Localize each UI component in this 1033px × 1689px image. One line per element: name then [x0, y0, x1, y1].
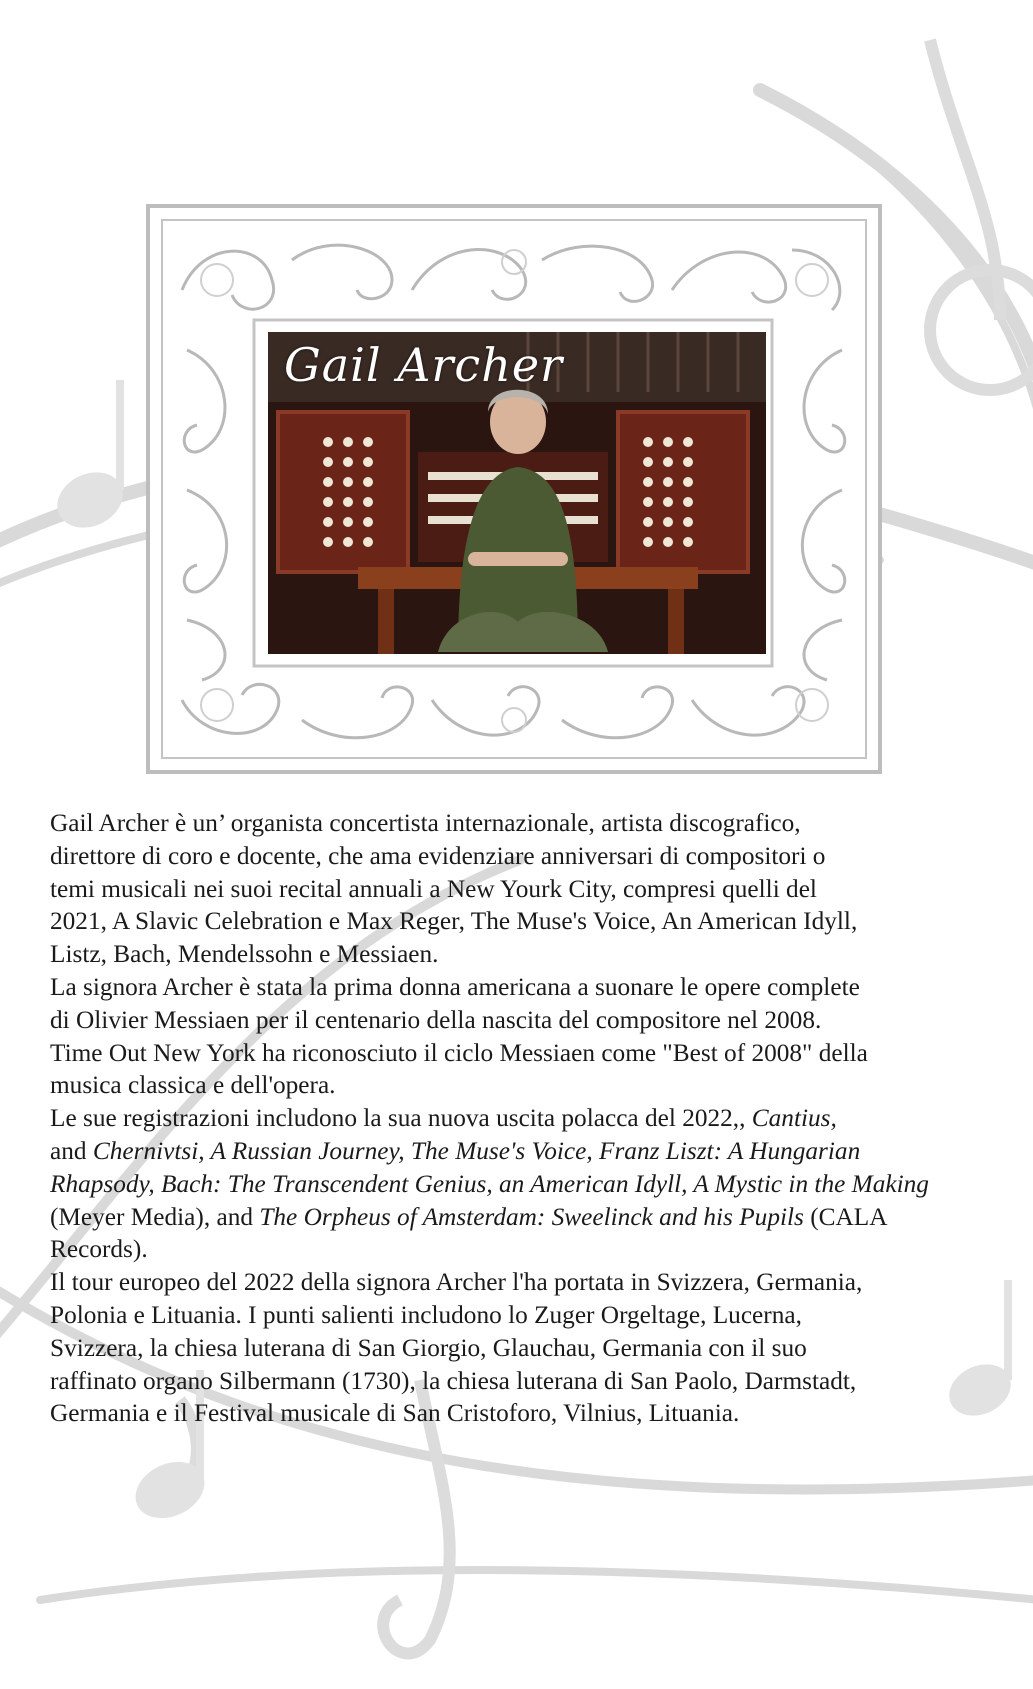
text-line: Il tour europeo del 2022 della signora Archer l'ha portata in Svizzera, Germania,: [50, 1268, 863, 1297]
text-line: Time Out New York ha riconosciuto il ciclo Messiaen come "Best of 2008" della: [50, 1038, 868, 1067]
paragraph-intro: [50, 807, 1005, 971]
paragraph-tour: [50, 1266, 1005, 1430]
album-title: The Orpheus of Amsterdam: Sweelinck and his Pupils: [259, 1202, 804, 1231]
album-titles: Rhapsody, Bach: The Transcendent Genius, an American Idyll, A Mystic in the Making: [50, 1169, 929, 1198]
text-line: Records).: [50, 1235, 148, 1264]
text-line: temi musicali nei suoi recital annuali a New Yourk City, compresi quelli del: [50, 874, 817, 903]
text-line: Listz, Bach, Mendelssohn e Messiaen.: [50, 940, 439, 969]
text-line: Gail Archer è un’ organista concertista internazionale, artista discografico,: [50, 809, 801, 837]
text-line: (Meyer Media), and The Orpheus of Amsterdam: Sweelinck and his Pupils (CALA: [50, 1202, 888, 1231]
biography-text: [50, 807, 1005, 1430]
text-line: La signora Archer è stata la prima donna americana a suonare le opere complete: [50, 972, 860, 1001]
text-line: [50, 1168, 1005, 1201]
text-line: 2021, A Slavic Celebration e Max Reger, The Muse's Voice, An American Idyll,: [50, 907, 858, 936]
text-line: musica classica e dell'opera.: [50, 1071, 336, 1100]
organist-photo: [268, 332, 766, 654]
text-line: Le sue registrazioni includono la sua nuova uscita polacca del 2022,, Cantius,: [50, 1104, 837, 1133]
text-line: raffinato organo Silbermann (1730), la chiesa luterana di San Paolo, Darmstadt,: [50, 1366, 857, 1395]
text-line: Germania e il Festival musicale di San Cristoforo, Vilnius, Lituania.: [50, 1399, 740, 1428]
album-title: Cantius,: [751, 1104, 837, 1133]
text-line: di Olivier Messiaen per il centenario della nascita del compositore nel 2008.: [50, 1005, 822, 1034]
text-line: direttore di coro e docente, che ama evidenziare anniversari di compositori o: [50, 841, 826, 870]
paragraph-messiaen: [50, 971, 1005, 1102]
text-line: Polonia e Lituania. I punti salienti includono lo Zuger Orgeltage, Lucerna,: [50, 1300, 802, 1329]
text-line: Svizzera, la chiesa luterana di San Giorgio, Glauchau, Germania con il suo: [50, 1333, 807, 1362]
paragraph-recordings: [50, 1102, 1005, 1266]
text-line: and Chernivtsi, A Russian Journey, The Muse's Voice, Franz Liszt: A Hungarian: [50, 1136, 861, 1165]
photo-caption: Gail Archer: [284, 338, 564, 392]
album-titles: Chernivtsi, A Russian Journey, The Muse's Voice, Franz Liszt: A Hungarian: [92, 1136, 861, 1165]
